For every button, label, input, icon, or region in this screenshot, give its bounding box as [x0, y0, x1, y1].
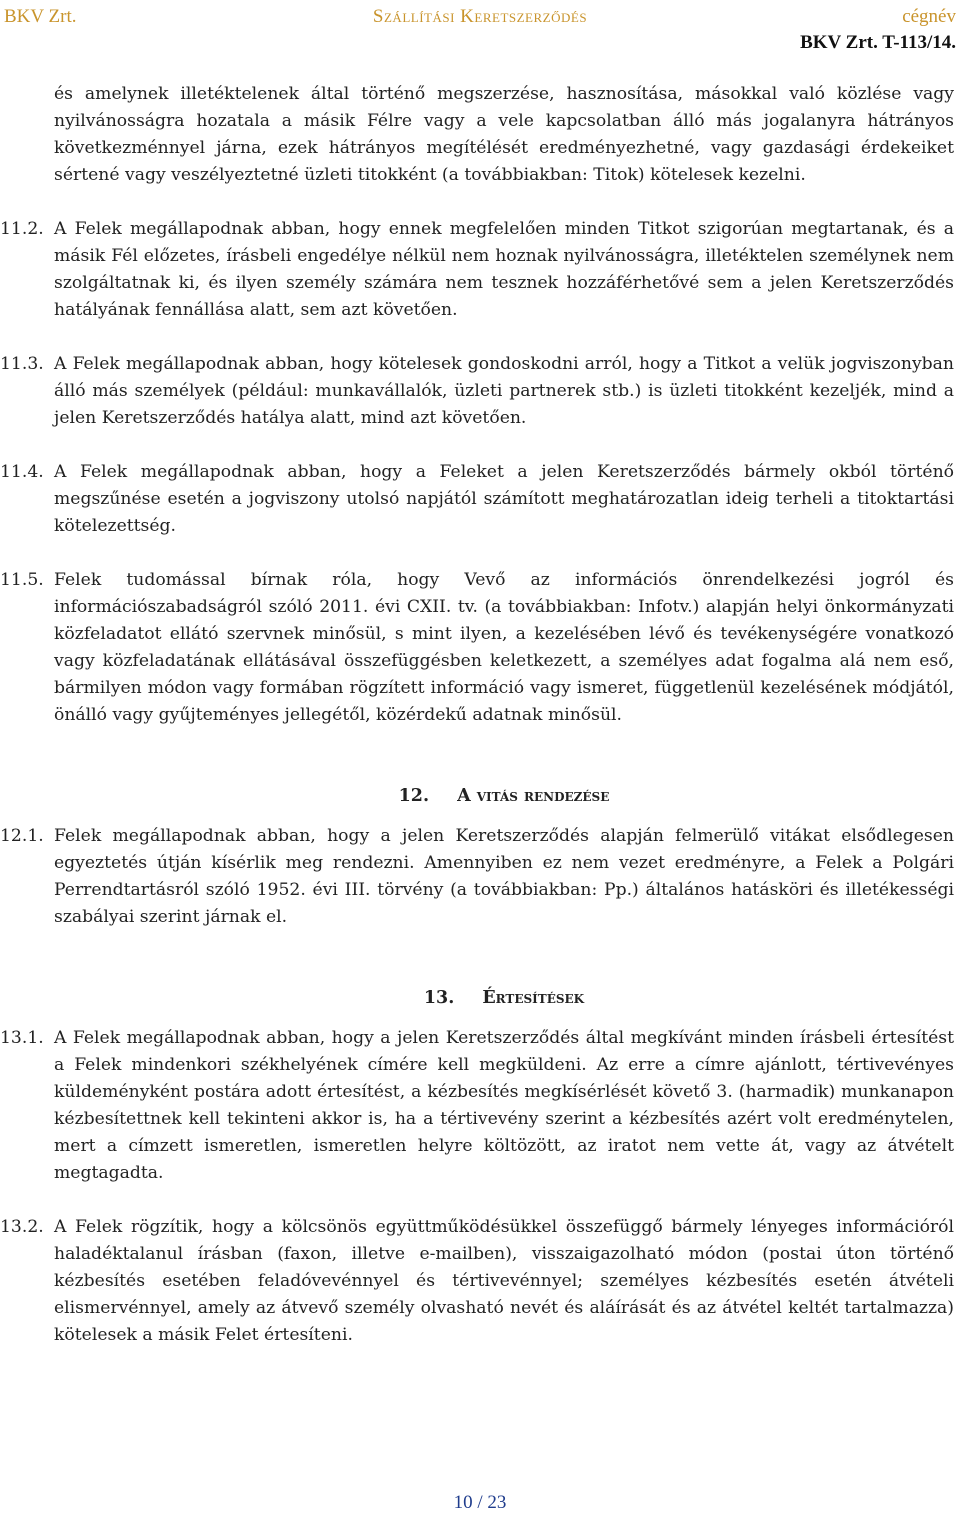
section-11-2 [0, 216, 954, 324]
heading-title: A vitás rendezése [457, 786, 610, 806]
section-text: A Felek rögzítik, hogy a kölcsönös együttműködésükkel összefüggő bármely lényeges információról haladéktalanul írásban (faxon, illetve e-mailben), visszaigazolható módon (postai úton történő kézbesítés esetében feladóvevénnyel és tértivevénnyel; személyes kézbesítés esetén átvételi elismervénnyel, amely az átvevő személy olvasható nevét és aláírását és az átvétel keltét tartalmazza) kötelesek a másik Felet értesíteni. [54, 1217, 954, 1345]
section-text: Felek megállapodnak abban, hogy a jelen Keretszerződés alapján felmerülő vitákat elsődlegesen egyeztetés útján kísérlik meg rendezni. Amennyiben ez nem vezet eredményre, a Felek a Polgári Perrendtartásról szóló 1952. évi III. törvény (a továbbiakban: Pp.) általános hatásköri és illetékességi szabályai szerint járnak el. [54, 826, 954, 927]
section-number: 11.4. [0, 462, 44, 482]
section-11-4 [0, 459, 954, 540]
header-reference-number: BKV Zrt. T-113/14. [800, 32, 956, 53]
section-text: A Felek megállapodnak abban, hogy a Feleket a jelen Keretszerződés bármely okból történő megszűnése esetén a jogviszony utolsó napjától számított meghatározatlan ideig terheli a titoktartási kötelezettség. [54, 462, 954, 536]
section-number: 11.2. [0, 219, 44, 239]
section-text: Felek tudomással bírnak róla, hogy Vevő az információs önrendelkezési jogról és információszabadságról szóló 2011. évi CXII. tv. (a továbbiakban: Infotv.) alapján helyi önkormányzati közfeladatot ellátó szervnek minősül, s mint ilyen, a kezelésében lévő és tevékenységére vonatkozó vagy közfeladatának ellátásával összefüggésben keletkezett, a személyes adat fogalma alá nem eső, bármilyen módon vagy formában rögzített információ vagy ismeret, függetlenül kezelésének módjától, önálló vagy gyűjteményes jellegétől, közérdekű adatnak minősül. [54, 570, 954, 725]
page-number: 10 / 23 [453, 1492, 507, 1513]
heading-number: 12. [398, 786, 430, 806]
section-heading-13 [54, 985, 954, 1012]
section-number: 11.5. [0, 570, 44, 590]
section-text: A Felek megállapodnak abban, hogy ennek megfelelően minden Titkot szigorúan megtartanak, és a másik Fél előzetes, írásbeli engedélye nélkül nem hoznak nyilvánosságra, illetéktelen személynek nem szolgáltatnak ki, és ilyen személy számára nem tesznek hozzáférhetővé sem a jelen Keretszerződés hatályának fennállása alatt, sem azt követően. [54, 219, 954, 320]
section-11-5 [0, 567, 954, 729]
section-number: 13.2. [0, 1217, 44, 1237]
header-company: BKV Zrt. [4, 6, 77, 27]
header-company-name-placeholder: cégnév [902, 6, 956, 27]
heading-title: Értesítések [482, 988, 585, 1008]
header-document-title: Szállítási Keretszerződés [372, 6, 588, 27]
page-header [0, 4, 960, 56]
section-number: 12.1. [0, 826, 44, 846]
section-12-1 [0, 823, 954, 931]
section-text: A Felek megállapodnak abban, hogy kötelesek gondoskodni arról, hogy a Titkot a velük jogviszonyban álló más személyek (például: munkavállalók, üzleti partnerek stb.) is üzleti titokként kezeljék, mind a jelen Keretszerződés hatálya alatt, mind azt követően. [54, 354, 954, 428]
section-text: A Felek megállapodnak abban, hogy a jelen Keretszerződés által megkívánt minden írásbeli értesítést a Felek mindenkori székhelyének címére kell megküldeni. Az erre a címre ajánlott, tértivevényes küldeményként postára adott értesítést, a kézbesítés megkísérlését követő 3. (harmadik) munkanapon kézbesítettnek kell tekinteni akkor is, ha a tértivevény szerint a kézbesítés azért volt eredménytelen, mert a címzett ismeretlen, ismeretlen helyre költözött, az iratot nem vette át, vagy az átvételt megtagadta. [54, 1028, 954, 1183]
section-13-1 [0, 1025, 954, 1187]
heading-number: 13. [423, 988, 455, 1008]
section-11-3 [0, 351, 954, 432]
section-heading-12 [54, 783, 954, 810]
document-body [0, 81, 954, 1376]
section-13-2 [0, 1214, 954, 1349]
section-number: 11.3. [0, 354, 44, 374]
intro-paragraph: és amelynek illetéktelenek által történő megszerzése, hasznosítása, másokkal való közlése vagy nyilvánosságra hozatala a másik Félre vagy a vele kapcsolatban álló más jogalanyra hátrányos következménnyel járna, ezek hátrányos megítélését eredményezhetné, vagy gazdasági érdekeiket sértené vagy veszélyeztetné üzleti titokként (a továbbiakban: Titok) kötelesek kezelni. [54, 84, 954, 185]
section-number: 13.1. [0, 1028, 44, 1048]
